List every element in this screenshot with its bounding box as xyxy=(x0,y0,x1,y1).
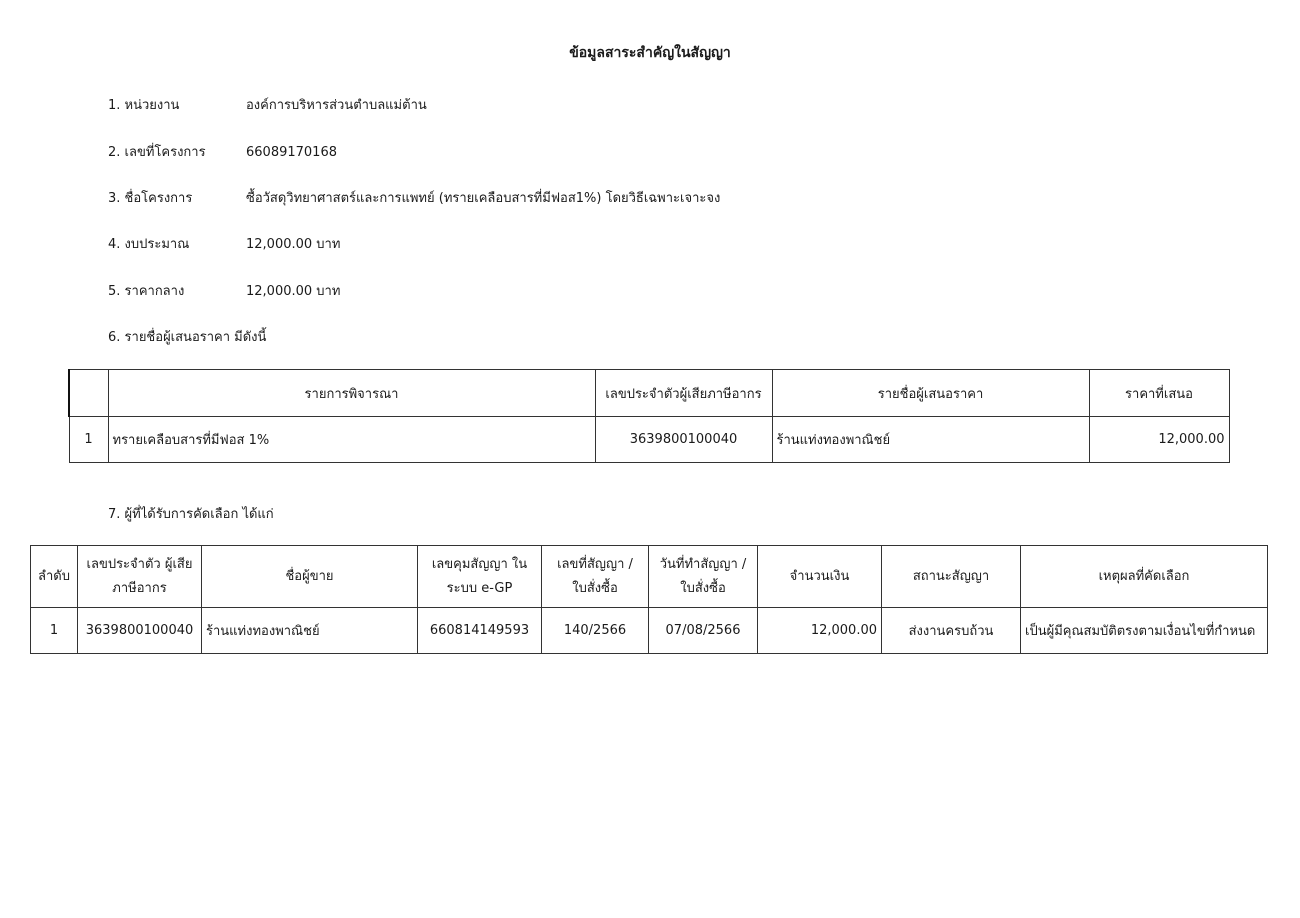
column-header-index xyxy=(69,370,108,417)
cell-vendor: ร้านแท่งทองพาณิชย์ xyxy=(202,608,418,654)
column-header-price: ราคาที่เสนอ xyxy=(1089,370,1229,417)
cell-contract-number: 140/2566 xyxy=(542,608,649,654)
cell-price: 12,000.00 xyxy=(1089,417,1229,463)
column-header-tax-id: เลขประจำตัว ผู้เสียภาษีอากร xyxy=(78,546,202,608)
column-header-tax-id: เลขประจำตัวผู้เสียภาษีอากร xyxy=(595,370,772,417)
column-header-egp-number: เลขคุมสัญญา ในระบบ e-GP xyxy=(418,546,542,608)
cell-status: ส่งงานครบถ้วน xyxy=(882,608,1021,654)
section-selected-heading: 7. ผู้ที่ได้รับการคัดเลือก ได้แก่ xyxy=(108,507,274,522)
cell-item: ทรายเคลือบสารที่มีฟอส 1% xyxy=(108,417,595,463)
cell-bidder: ร้านแท่งทองพาณิชย์ xyxy=(772,417,1089,463)
table-header-row xyxy=(69,370,1229,417)
cell-contract-date: 07/08/2566 xyxy=(649,608,758,654)
info-value: ซื้อวัสดุวิทยาศาสตร์และการแพทย์ (ทรายเคลือบสารที่มีฟอส1%) โดยวิธีเฉพาะเจาะจง xyxy=(246,191,721,206)
column-header-vendor: ชื่อผู้ขาย xyxy=(202,546,418,608)
info-value: 12,000.00 บาท xyxy=(246,284,341,299)
cell-reason: เป็นผู้มีคุณสมบัติตรงตามเงื่อนไขที่กำหนด xyxy=(1021,608,1268,654)
cell-egp-number: 660814149593 xyxy=(418,608,542,654)
section-bidders-heading: 6. รายชื่อผู้เสนอราคา มีดังนี้ xyxy=(108,330,267,345)
cell-order: 1 xyxy=(31,608,78,654)
column-header-order: ลำดับ xyxy=(31,546,78,608)
info-value: 12,000.00 บาท xyxy=(246,237,341,252)
column-header-status: สถานะสัญญา xyxy=(882,546,1021,608)
table-header-row xyxy=(31,546,1268,608)
document-title: ข้อมูลสาระสำคัญในสัญญา xyxy=(569,45,731,61)
cell-index: 1 xyxy=(69,417,108,463)
cell-tax-id: 3639800100040 xyxy=(78,608,202,654)
table-row xyxy=(31,608,1268,654)
bidders-table xyxy=(68,369,1230,463)
column-header-item: รายการพิจารณา xyxy=(108,370,595,417)
info-label: 5. ราคากลาง xyxy=(108,284,185,299)
info-label: 2. เลขที่โครงการ xyxy=(108,145,206,160)
cell-tax-id: 3639800100040 xyxy=(595,417,772,463)
info-value: 66089170168 xyxy=(246,145,337,160)
selected-vendor-table xyxy=(30,545,1268,654)
column-header-amount: จำนวนเงิน xyxy=(758,546,882,608)
column-header-bidder: รายชื่อผู้เสนอราคา xyxy=(772,370,1089,417)
column-header-contract-number: เลขที่สัญญา / ใบสั่งซื้อ xyxy=(542,546,649,608)
column-header-reason: เหตุผลที่คัดเลือก xyxy=(1021,546,1268,608)
info-value: องค์การบริหารส่วนตำบลแม่ต้าน xyxy=(246,98,427,113)
table-row xyxy=(69,417,1229,463)
info-label: 1. หน่วยงาน xyxy=(108,98,180,113)
column-header-contract-date: วันที่ทำสัญญา / ใบสั่งซื้อ xyxy=(649,546,758,608)
info-label: 3. ชื่อโครงการ xyxy=(108,191,193,206)
info-label: 4. งบประมาณ xyxy=(108,237,190,252)
cell-amount: 12,000.00 xyxy=(758,608,882,654)
